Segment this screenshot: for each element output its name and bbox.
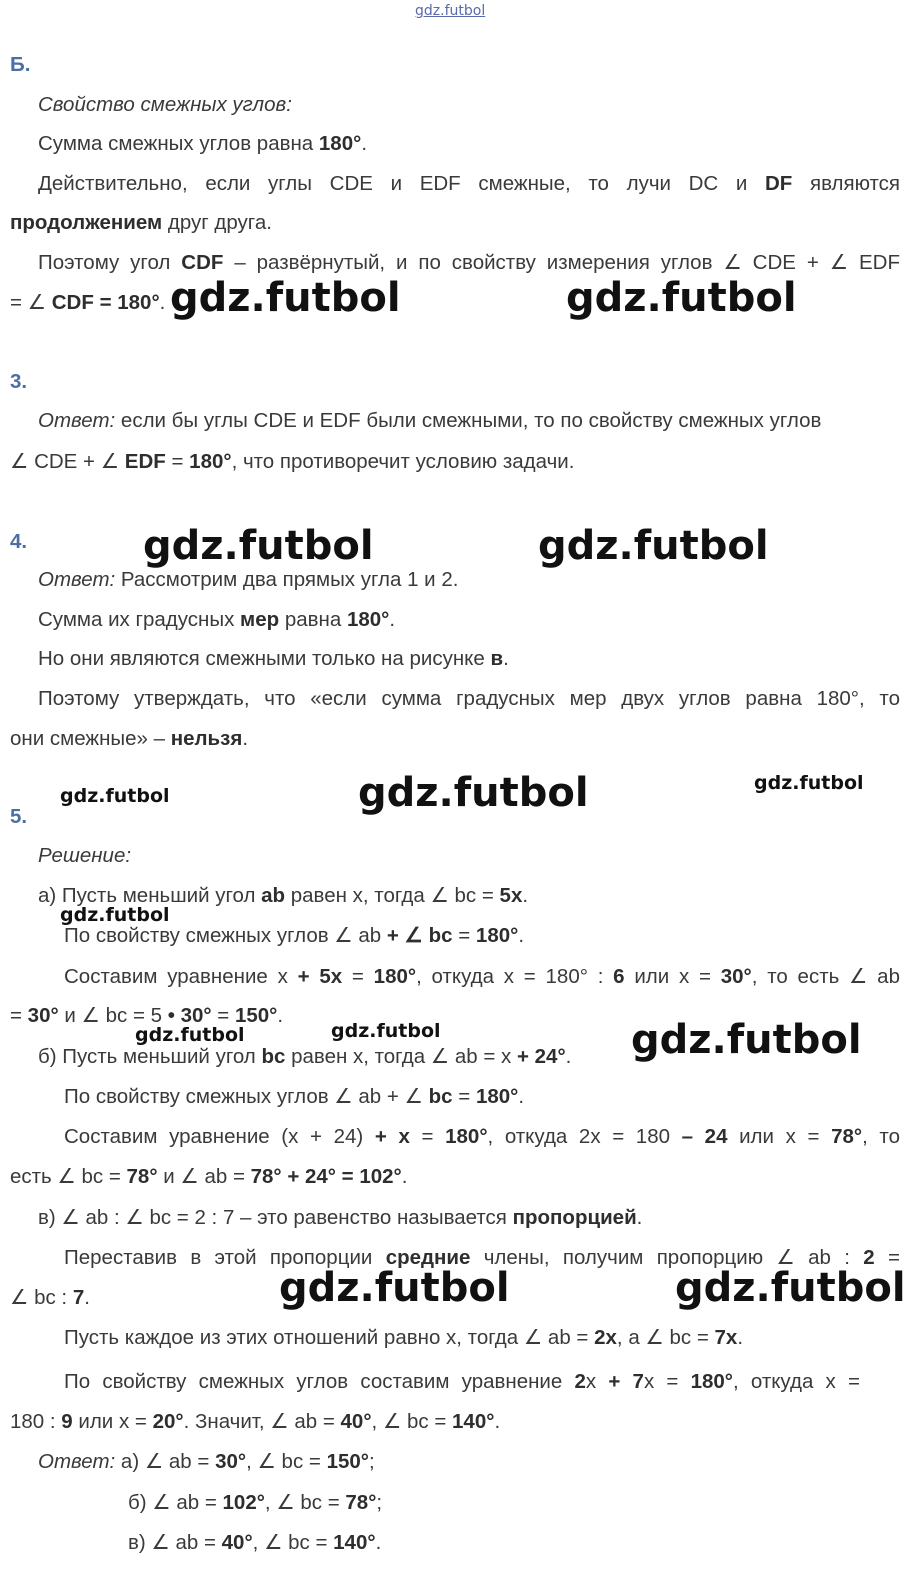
section-3-line1: Ответ: если бы углы CDE и EDF были смежными, то по свойству смежных углов (38, 409, 822, 432)
section-number-4: 4. (10, 530, 28, 553)
site-header-link[interactable]: gdz.futbol (415, 3, 486, 19)
section-5-b-line3: Составим уравнение (x + 24) + x = 180°, откуда 2x = 180 – 24 или x = 78°, то (64, 1125, 900, 1148)
section-5-c-line5: По свойству смежных углов составим уравнение 2x + 7x = 180°, откуда x = (64, 1370, 860, 1393)
watermark: gdz.futbol (358, 770, 589, 816)
section-4-line1: Ответ: Рассмотрим два прямых угла 1 и 2. (38, 568, 459, 591)
watermark: gdz.futbol (60, 785, 170, 807)
section-b-line2: Действительно, если углы CDE и EDF смежные, то лучи DC и DF являются (38, 172, 901, 195)
section-5-c-line3: ∠ bc : 7. (10, 1286, 90, 1309)
section-5-c-line2: Переставив в этой пропорции средние члены, получим пропорцию ∠ ab : 2 = (64, 1246, 901, 1269)
watermark: gdz.futbol (170, 275, 401, 321)
section-number-3: 3. (10, 370, 28, 393)
watermark: gdz.futbol (60, 904, 170, 926)
watermark: gdz.futbol (675, 1265, 906, 1311)
section-5-c-line4: Пусть каждое из этих отношений равно x, тогда ∠ ab = 2x, а ∠ bc = 7x. (64, 1326, 744, 1349)
section-b-line1: Сумма смежных углов равна 180°. (38, 132, 368, 155)
section-4-line2: Сумма их градусных мер равна 180°. (38, 608, 396, 631)
section-4-line5: они смежные» – нельзя. (10, 727, 249, 750)
section-number-b: Б. (10, 53, 31, 76)
section-4-line3: Но они являются смежными только на рисунке в. (38, 647, 509, 670)
watermark: gdz.futbol (143, 523, 374, 569)
section-b-line4: Поэтому угол CDF – развёрнутый, и по свойству измерения углов ∠ CDE + ∠ EDF (38, 251, 900, 274)
watermark: gdz.futbol (566, 275, 797, 321)
section-5-a-line1: а) Пусть меньший угол ab равен x, тогда ∠ bc = 5x. (38, 884, 529, 907)
section-b-line3: продолжением друг друга. (10, 211, 272, 234)
watermark: gdz.futbol (135, 1024, 245, 1046)
section-3-line2: ∠ CDE + ∠ EDF = 180°, что противоречит условию задачи. (10, 450, 575, 473)
section-5-c-line1: в) ∠ ab : ∠ bc = 2 : 7 – это равенство называется пропорцией. (38, 1206, 643, 1229)
section-number-5: 5. (10, 805, 28, 828)
section-4-line4: Поэтому утверждать, что «если сумма градусных мер двух углов равна 180°, то (38, 687, 900, 710)
watermark: gdz.futbol (331, 1020, 441, 1042)
section-5-answer-b: б) ∠ ab = 102°, ∠ bc = 78°; (128, 1491, 383, 1514)
section-5-a-line2: По свойству смежных углов ∠ ab + ∠ bc = 180°. (64, 924, 525, 947)
section-5-answer-c: в) ∠ ab = 40°, ∠ bc = 140°. (128, 1531, 382, 1554)
watermark: gdz.futbol (538, 523, 769, 569)
watermark: gdz.futbol (631, 1017, 862, 1063)
section-5-a-line4: = 30° и ∠ bc = 5 • 30° = 150°. (10, 1004, 284, 1027)
section-5-b-line1: б) Пусть меньший угол bc равен x, тогда ∠ ab = x + 24°. (38, 1045, 572, 1068)
section-b-line5: = ∠ CDF = 180°. (10, 291, 166, 314)
section-b-title: Свойство смежных углов: (38, 93, 292, 116)
section-5-answer-a: Ответ: а) ∠ ab = 30°, ∠ bc = 150°; (38, 1450, 375, 1473)
watermark: gdz.futbol (279, 1265, 510, 1311)
section-5-solution-label: Решение: (38, 844, 132, 867)
section-5-c-line6: 180 : 9 или x = 20°. Значит, ∠ ab = 40°, ∠ bc = 140°. (10, 1410, 501, 1433)
section-5-b-line2: По свойству смежных углов ∠ ab + ∠ bc = 180°. (64, 1085, 525, 1108)
section-5-a-line3: Составим уравнение x + 5x = 180°, откуда x = 180° : 6 или x = 30°, то есть ∠ ab (64, 965, 900, 988)
watermark: gdz.futbol (754, 772, 864, 794)
section-5-b-line4: есть ∠ bc = 78° и ∠ ab = 78° + 24° = 102°. (10, 1165, 408, 1188)
